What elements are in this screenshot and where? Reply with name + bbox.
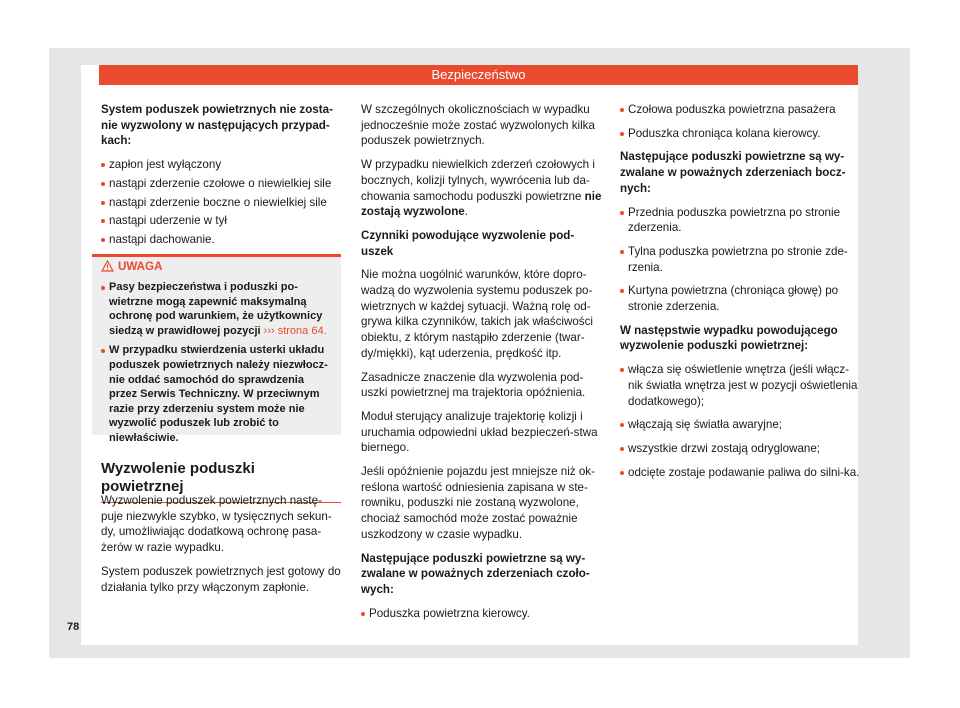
list-item: Poduszka chroniąca kolana kierowcy. — [620, 126, 860, 142]
warning-triangle-icon — [101, 260, 114, 272]
subheading: W następstwie wypadku powodującego wyzwolenie poduszki powietrznej: — [620, 323, 838, 353]
list-item: zapłon jest wyłączony — [101, 157, 341, 173]
paragraph: Nie można uogólnić warunków, które dopro-wadzą do wyzwolenia systemu poduszek po-wietrznych w każdej sytuacji. Ważną rolę od-grywa kilka czynników, takich jak właściwości obiektu, z którym nastąpiło zderzenie (twar-dy/miękki), kąt uderzenia, prędkość itp. — [361, 268, 593, 360]
section-heading: Wyzwolenie poduszki powietrznej — [101, 460, 341, 503]
list-item: nastąpi dachowanie. — [101, 232, 341, 248]
list-item: odcięte zostaje podawanie paliwa do silni-ka. — [620, 465, 860, 481]
list-item: Poduszka powietrzna kierowcy. — [361, 606, 603, 622]
paragraph-text: W przypadku niewielkich zderzeń czołowych i bocznych, kolizji tylnych, wywrócenia lub da-chowania samochodu poduszki powietrzne — [361, 158, 595, 203]
list-item: nastąpi zderzenie czołowe o niewielkiej sile — [101, 176, 341, 192]
intro-heading: System poduszek powietrznych nie zosta-nie wyzwolony w następujących przypad-kach: — [101, 103, 333, 148]
paragraph-end: . — [464, 205, 468, 219]
page-number: 78 — [67, 621, 80, 633]
list-item: wszystkie drzwi zostają odryglowane; — [620, 441, 860, 457]
column-2 — [361, 102, 603, 629]
list-item: włączają się światła awaryjne; — [620, 417, 860, 433]
list-item: Tylna poduszka powietrzna po stronie zde-rzenia. — [620, 244, 860, 275]
list-item: włącza się oświetlenie wnętrza (jeśli włącz-nik światła wnętrza jest w pozycji oświetlenia dodatkowego); — [620, 362, 860, 409]
list-item: Przednia poduszka powietrzna po stronie zderzenia. — [620, 205, 860, 236]
warning-title-text: UWAGA — [118, 260, 163, 273]
warning-body — [101, 280, 331, 451]
paragraph: Jeśli opóźnienie pojazdu jest mniejsze niż ok-reślona wartość odniesienia zapisana w ste-rowniku, poduszki nie zostaną wyzwolone, chociaż samochód może zostać poważnie uszkodzony w czasie wypadku. — [361, 465, 595, 541]
page-title: Bezpieczeństwo — [99, 65, 858, 85]
section-body — [101, 493, 341, 603]
warning-item: W przypadku stwierdzenia usterki układu poduszek powietrznych należy niezwłocz-nie oddać samochód do sprawdzenia przez Serwis Techniczny. W przeciwnym razie przy zderzeniu system może nie wyzwolić poduszek lub zrobić to niewłaściwie. — [101, 343, 331, 445]
list-item: nastąpi uderzenie w tył — [101, 213, 341, 229]
column-3 — [620, 102, 860, 488]
subheading: Czynniki powodujące wyzwolenie pod-uszek — [361, 228, 575, 258]
subheading: Następujące poduszki powietrzne są wy-zwalane w poważnych zderzeniach bocz-nych: — [620, 150, 846, 195]
list-item: nastąpi zderzenie boczne o niewielkiej sile — [101, 195, 341, 211]
paragraph: Zasadnicze znaczenie dla wyzwolenia pod-uszki powietrznej ma trajektoria opóźnienia. — [361, 370, 586, 400]
column-1 — [101, 102, 341, 251]
warning-title — [101, 260, 331, 274]
paragraph: System poduszek powietrznych jest gotowy do działania tylko przy włączonym zapłonie. — [101, 564, 341, 594]
paragraph: W szczególnych okolicznościach w wypadku jednocześnie może zostać wyzwolonych kilka poduszek powietrznych. — [361, 103, 595, 148]
subheading: Następujące poduszki powietrzne są wy-zwalane w poważnych zderzeniach czoło-wych: — [361, 551, 590, 596]
paragraph — [361, 157, 603, 220]
emphasis: nie zostają wyzwolone — [361, 189, 602, 219]
warning-item — [101, 280, 331, 338]
list-item: Czołowa poduszka powietrzna pasażera — [620, 102, 860, 118]
paragraph: Moduł sterujący analizuje trajektorię kolizji i uruchamia odpowiedni układ bezpieczeń-stwa biernego. — [361, 409, 598, 455]
paragraph: Wyzwolenie poduszek powietrznych nastę-puje niezwykle szybko, w tysięcznych sekun-dy, umożliwiając dodatkową ochronę pasa-żerów w razie wypadku. — [101, 494, 332, 555]
page-link[interactable]: ››› strona 64. — [263, 324, 327, 337]
warning-item-text: Pasy bezpieczeństwa i poduszki po-wietrzne mogą zapewnić maksymalną ochronę pod warunkiem, że użytkownicy siedzą w prawidłowej pozycji — [109, 281, 323, 337]
list-item: Kurtyna powietrzna (chroniąca głowę) po stronie zderzenia. — [620, 283, 860, 314]
